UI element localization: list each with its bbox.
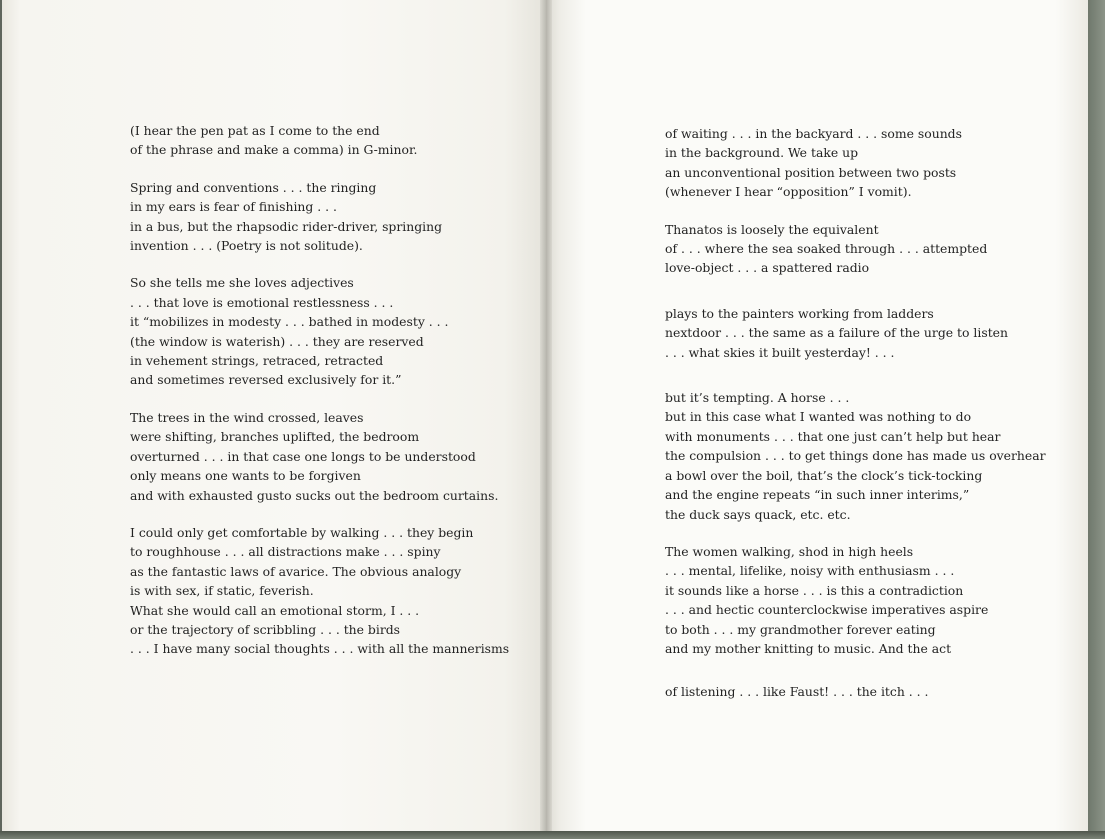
poem-line: but in this case what I wanted was nothing to do <box>665 409 972 425</box>
poem-line: The trees in the wind crossed, leaves <box>130 409 364 425</box>
right-poem-text <box>665 124 1046 702</box>
poem-line: and my mother knitting to music. And the act <box>665 640 952 656</box>
poem-line: plays to the painters working from ladders <box>665 305 934 321</box>
poem-line: in vehement strings, retraced, retracted <box>130 353 384 369</box>
poem-line: What she would call an emotional storm, I . . . <box>130 602 420 618</box>
left-poem-text <box>130 121 509 659</box>
poem-line: but it’s tempting. A horse . . . <box>665 390 850 406</box>
poem-line: and sometimes reversed exclusively for it.” <box>130 372 402 388</box>
poem-line: (whenever I hear “opposition” I vomit). <box>665 184 912 200</box>
poem-line: or the trajectory of scribbling . . . the birds <box>130 621 401 637</box>
poem-line: to roughhouse . . . all distractions make . . . spiny <box>130 544 441 560</box>
poem-line: I could only get comfortable by walking . . . they begin <box>130 524 474 540</box>
poem-line: of the phrase and make a comma) in G-minor. <box>130 142 418 158</box>
poem-line: of listening . . . like Faust! . . . the itch . . . <box>665 684 929 700</box>
poem-line: (the window is waterish) . . . they are reserved <box>130 333 424 349</box>
book-gutter <box>540 0 552 831</box>
poem-line: in the background. We take up <box>665 145 859 161</box>
poem-line: . . . mental, lifelike, noisy with enthusiasm . . . <box>665 563 955 579</box>
stanza <box>130 121 509 160</box>
poem-line: as the fantastic laws of avarice. The obvious analogy <box>130 563 462 579</box>
stanza <box>665 220 1046 278</box>
poem-line: Spring and conventions . . . the ringing <box>130 179 377 195</box>
poem-line: (I hear the pen pat as I come to the end <box>130 123 380 138</box>
poem-line: . . . I have many social thoughts . . . with all the mannerisms <box>130 641 510 657</box>
poem-line: . . . and hectic counterclockwise imperatives aspire <box>665 602 989 618</box>
poem-line: and with exhausted gusto sucks out the bedroom curtains. <box>130 487 499 503</box>
poem-line: the compulsion . . . to get things done has made us overhear <box>665 448 1046 464</box>
poem-line: in my ears is fear of finishing . . . <box>130 199 337 215</box>
right-page-edge <box>1088 0 1105 839</box>
poem-line: it sounds like a horse . . . is this a contradiction <box>665 582 964 598</box>
stanza <box>130 408 509 505</box>
stanza <box>130 178 509 256</box>
poem-line: of . . . where the sea soaked through . . . attempted <box>665 241 988 257</box>
poem-line: So she tells me she loves adjectives <box>130 275 354 291</box>
poem-line: and the engine repeats “in such inner interims,” <box>665 487 970 503</box>
poem-line: of waiting . . . in the backyard . . . some sounds <box>665 126 962 141</box>
stanza <box>130 523 509 659</box>
poem-line: were shifting, branches uplifted, the bedroom <box>130 429 420 445</box>
poem-line: The women walking, shod in high heels <box>665 543 914 559</box>
poem-line: overturned . . . in that case one longs to be understood <box>130 448 476 464</box>
poem-line: Thanatos is loosely the equivalent <box>665 221 879 237</box>
stanza <box>665 682 1046 701</box>
poem-line: . . . what skies it built yesterday! . . . <box>665 344 895 360</box>
poem-line: only means one wants to be forgiven <box>130 468 361 484</box>
poem-line: it “mobilizes in modesty . . . bathed in modesty . . . <box>130 314 449 330</box>
poem-line: nextdoor . . . the same as a failure of the urge to listen <box>665 325 1008 341</box>
poem-line: . . . that love is emotional restlessness . . . <box>130 294 394 310</box>
poem-line: the duck says quack, etc. etc. <box>665 506 851 522</box>
poem-line: is with sex, if static, feverish. <box>130 583 314 599</box>
poem-line: to both . . . my grandmother forever eating <box>665 621 936 637</box>
poem-line: an unconventional position between two posts <box>665 164 957 180</box>
stanza <box>665 124 1046 202</box>
poem-line: with monuments . . . that one just can’t help but hear <box>665 428 1001 444</box>
poem-line: love-object . . . a spattered radio <box>665 260 870 276</box>
bottom-page-edge <box>0 831 1105 839</box>
poem-line: a bowl over the boil, that’s the clock’s tick-tocking <box>665 467 983 483</box>
stanza <box>665 388 1046 524</box>
stanza <box>130 273 509 389</box>
stanza <box>665 542 1046 658</box>
poem-line: invention . . . (Poetry is not solitude). <box>130 238 363 254</box>
poem-line: in a bus, but the rhapsodic rider-driver, springing <box>130 218 443 234</box>
stanza <box>665 304 1046 362</box>
